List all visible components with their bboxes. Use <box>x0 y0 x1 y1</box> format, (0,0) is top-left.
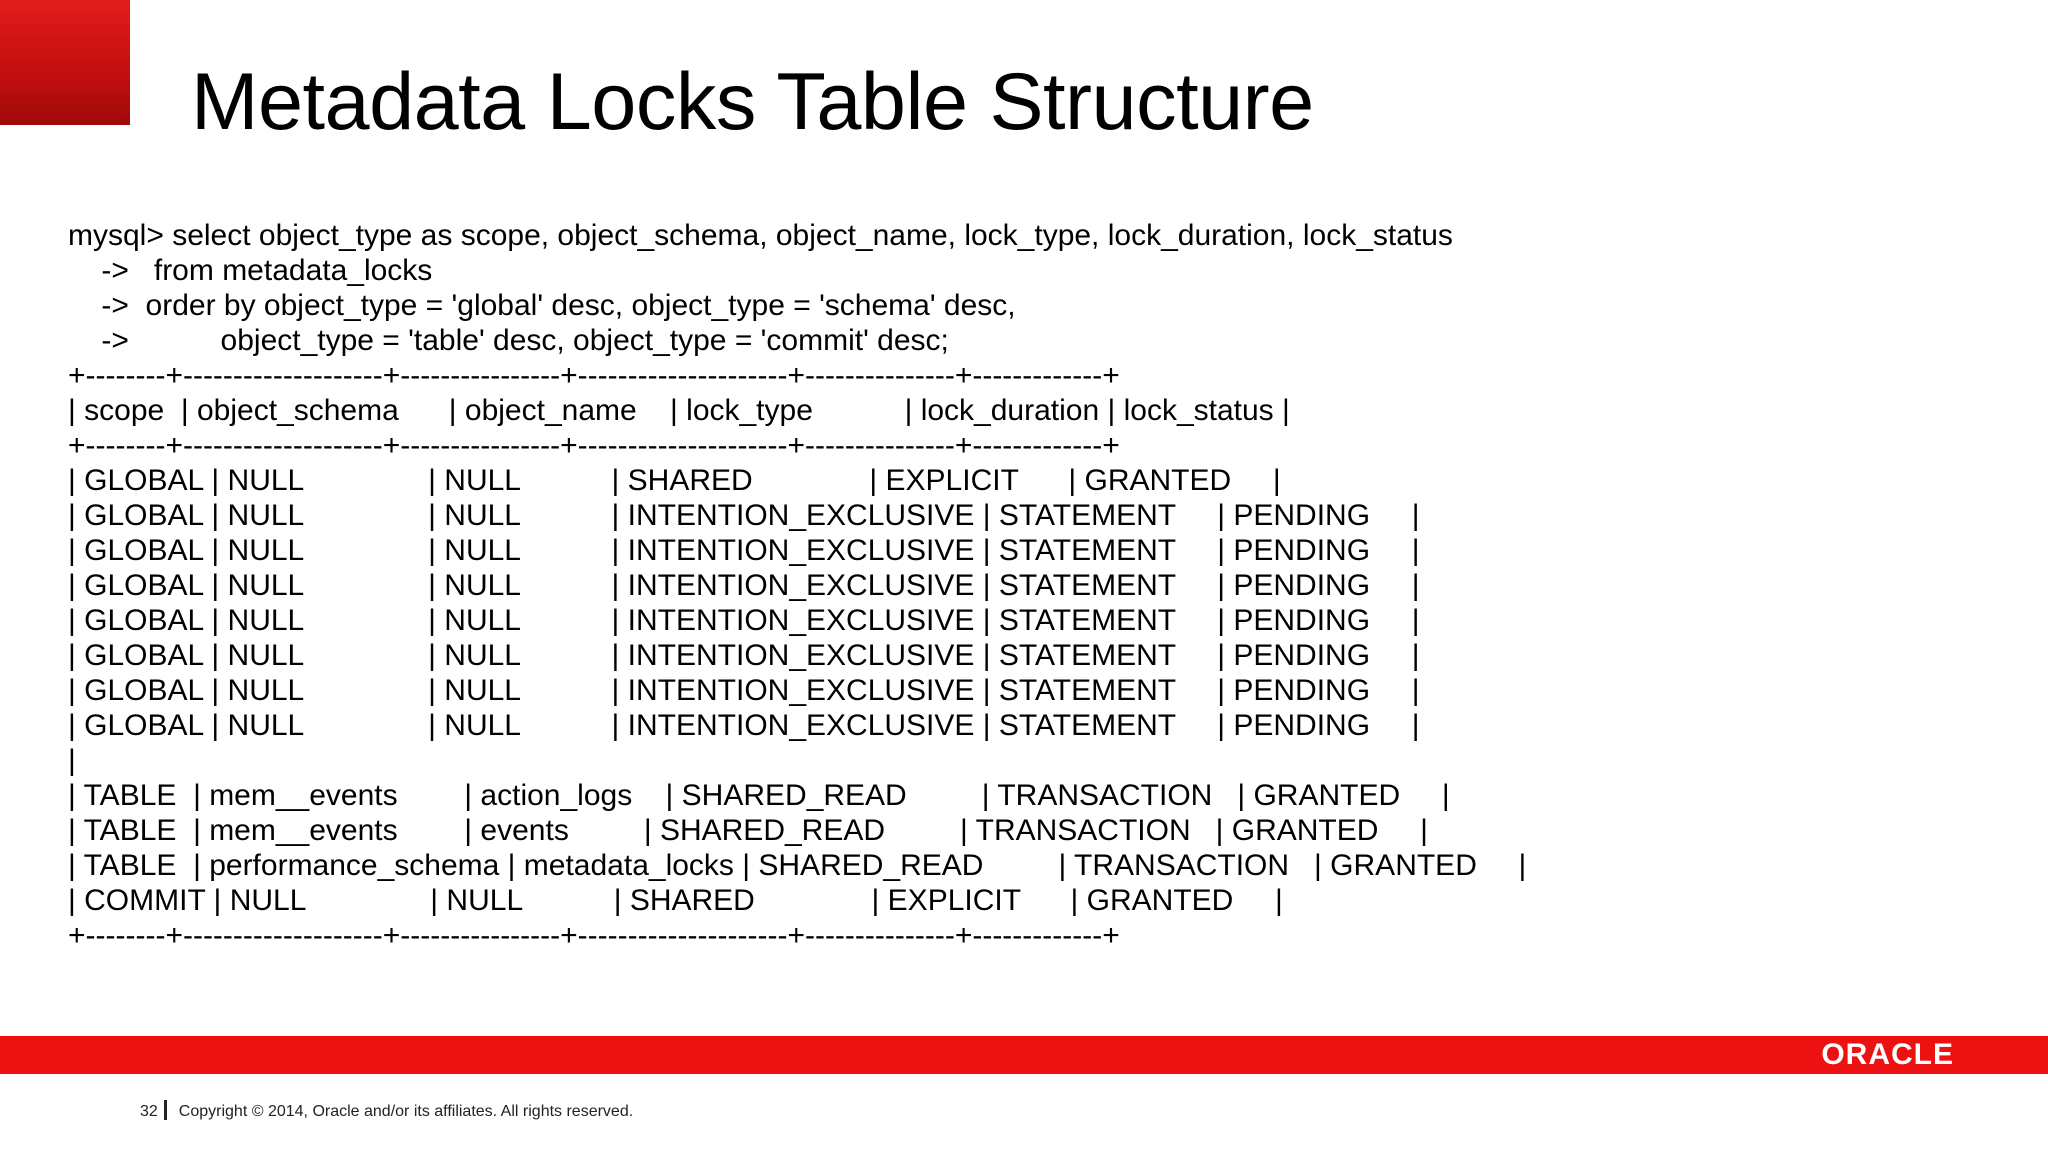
query-line-2: -> from metadata_locks <box>68 254 433 287</box>
table-row: | TABLE | mem__events | action_logs | SHARED_READ | TRANSACTION | GRANTED | <box>68 779 1450 812</box>
table-row: | GLOBAL | NULL | NULL | INTENTION_EXCLUSIVE | STATEMENT | PENDING | <box>68 499 1420 532</box>
query-line-1: mysql> select object_type as scope, object_schema, object_name, lock_type, lock_duration, lock_status <box>68 219 1453 252</box>
table-row: | TABLE | mem__events | events | SHARED_READ | TRANSACTION | GRANTED | <box>68 814 1428 847</box>
query-line-4: -> object_type = 'table' desc, object_type = 'commit' desc; <box>68 324 949 357</box>
table-row: | GLOBAL | NULL | NULL | INTENTION_EXCLUSIVE | STATEMENT | PENDING | <box>68 639 1420 672</box>
table-border-header: +--------+--------------------+----------------+---------------------+---------------+-------------+ <box>68 429 1120 462</box>
table-border-top: +--------+--------------------+----------------+---------------------+---------------+-------------+ <box>68 359 1120 392</box>
footer-red-bar <box>0 1036 2048 1074</box>
slide-title: Metadata Locks Table Structure <box>191 57 1314 147</box>
footer-divider <box>164 1100 167 1120</box>
page-number: 32 <box>140 1103 158 1120</box>
copyright-text: Copyright © 2014, Oracle and/or its affiliates. All rights reserved. <box>178 1103 634 1120</box>
oracle-logo: ORACLE <box>1821 1038 1954 1071</box>
table-row: | TABLE | performance_schema | metadata_locks | SHARED_READ | TRANSACTION | GRANTED | <box>68 849 1527 882</box>
table-row: | GLOBAL | NULL | NULL | INTENTION_EXCLUSIVE | STATEMENT | PENDING | <box>68 534 1420 567</box>
slide-footer <box>140 1100 633 1124</box>
table-row: | GLOBAL | NULL | NULL | INTENTION_EXCLUSIVE | STATEMENT | PENDING | <box>68 604 1420 637</box>
table-row: | GLOBAL | NULL | NULL | INTENTION_EXCLUSIVE | STATEMENT | PENDING | <box>68 674 1420 707</box>
query-line-3: -> order by object_type = 'global' desc, object_type = 'schema' desc, <box>68 289 1016 322</box>
table-row: | GLOBAL | NULL | NULL | INTENTION_EXCLUSIVE | STATEMENT | PENDING | <box>68 569 1420 602</box>
table-header-row: | scope | object_schema | object_name | lock_type | lock_duration | lock_status | <box>68 394 1290 427</box>
corner-accent-block <box>0 0 130 125</box>
table-border-bottom: +--------+--------------------+----------------+---------------------+---------------+-------------+ <box>68 919 1120 952</box>
table-row: | GLOBAL | NULL | NULL | SHARED | EXPLICIT | GRANTED | <box>68 464 1281 497</box>
sql-output-block <box>68 218 2028 953</box>
table-row: | GLOBAL | NULL | NULL | INTENTION_EXCLUSIVE | STATEMENT | PENDING | <box>68 709 1420 742</box>
table-row: | COMMIT | NULL | NULL | SHARED | EXPLICIT | GRANTED | <box>68 884 1283 917</box>
table-row-separator: | <box>68 744 76 777</box>
